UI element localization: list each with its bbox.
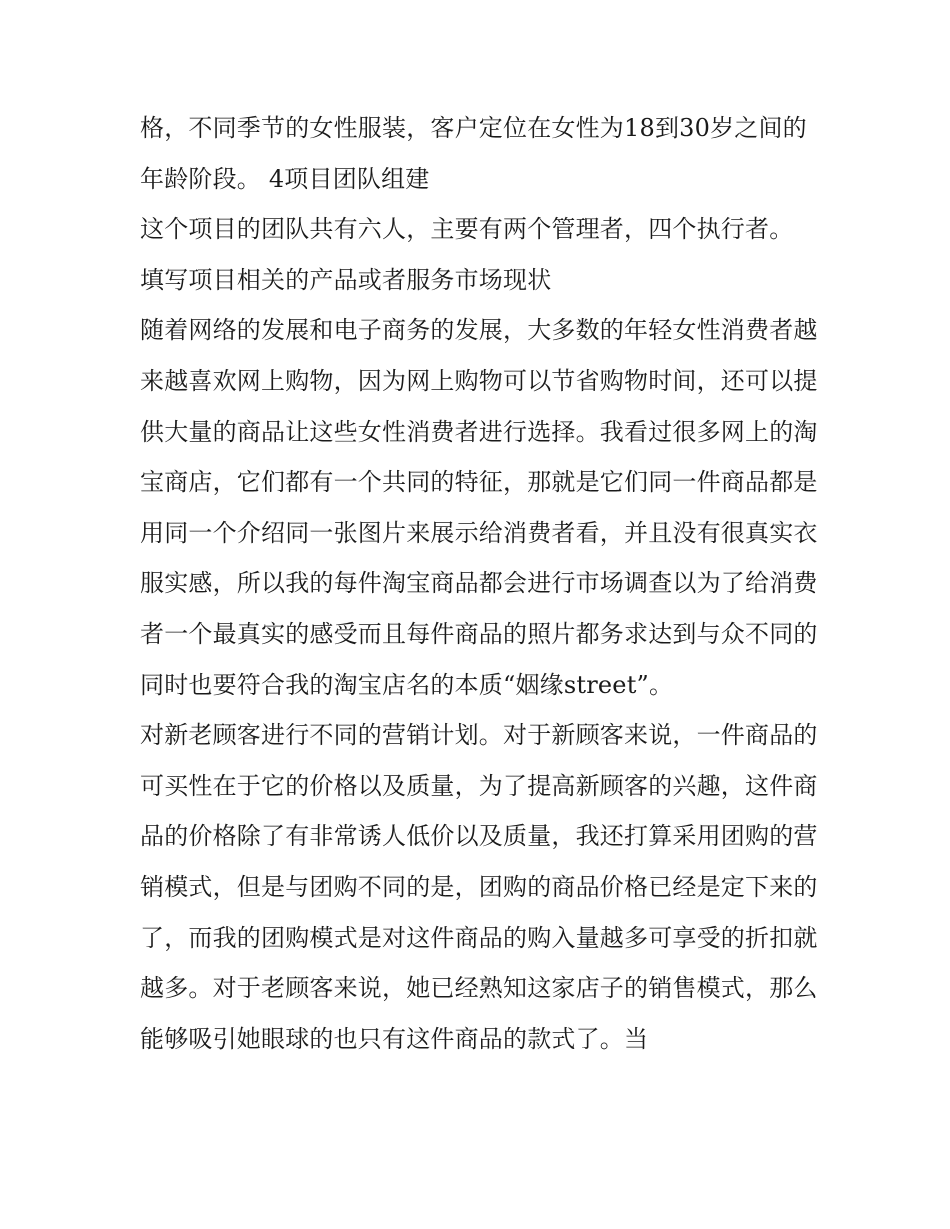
document-body bbox=[140, 103, 820, 1064]
paragraph-team: 这个项目的团队共有六人，主要有两个管理者，四个执行者。 bbox=[140, 215, 794, 244]
paragraph-marketing-plan: 对新老顾客进行不同的营销计划。对于新顾客来说，一件商品的可买性在于它的价格以及质量，为了提高新顾客的兴趣，这件商品的价格除了有非常诱人低价以及质量，我还打算采用团购的营销模式，但是与团购不同的是，团购的商品价格已经是定下来的了，而我的团购模式是对这件商品的购入量越多可享受的折扣就越多。对于老顾客来说，她已经熟知这家店子的销售模式，那么能够吸引她眼球的也只有这件商品的款式了。当 bbox=[140, 721, 818, 1053]
paragraph-market-heading: 填写项目相关的产品或者服务市场现状 bbox=[140, 265, 552, 294]
paragraph-market-status: 随着网络的发展和电子商务的发展，大多数的年轻女性消费者越来越喜欢网上购物，因为网上购物可以节省购物时间，还可以提供大量的商品让这些女性消费者进行选择。我看过很多网上的淘宝商店，它们都有一个共同的特征，那就是它们同一件商品都是用同一个介绍同一张图片来展示给消费者看，并且没有很真实衣服实感，所以我的每件淘宝商品都会进行市场调查以为了给消费者一个最真实的感受而且每件商品的照片都务求达到与众不同的同时也要符合我的淘宝店名的本质“姻缘street”。 bbox=[140, 316, 818, 699]
paragraph-target-customers: 格，不同季节的女性服装，客户定位在女性为18到30岁之间的年龄阶段。 4项目团队组建 bbox=[140, 114, 807, 193]
